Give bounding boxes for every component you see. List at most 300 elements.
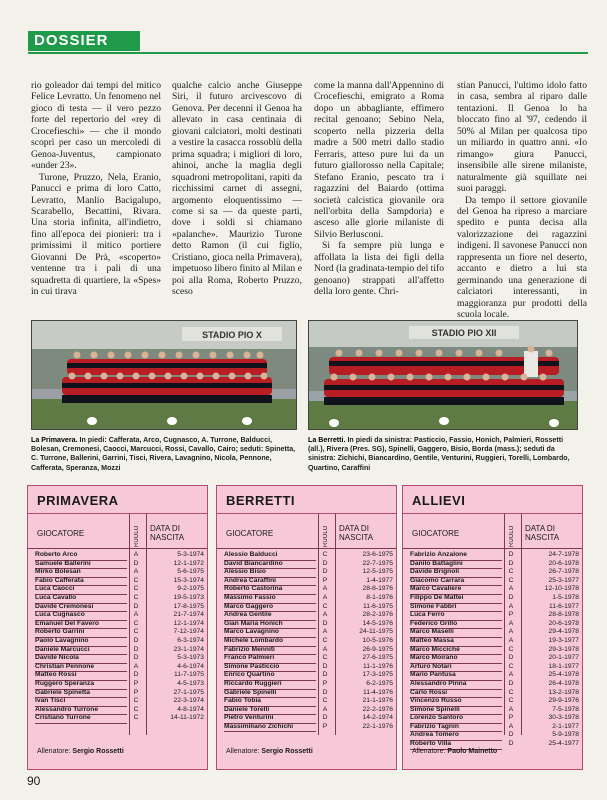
player-name: Davide Brignoli [410, 568, 502, 578]
player-role: C [322, 636, 328, 644]
table-row [403, 706, 582, 715]
player-role: P [133, 679, 139, 687]
table-row [28, 637, 207, 646]
player-role: A [133, 662, 139, 670]
player-role: C [133, 593, 139, 601]
player-name: Gabriele Spinelli [224, 689, 316, 699]
player-role: D [508, 593, 514, 601]
player-role: C [133, 705, 139, 713]
player-name: Gabriele Spinetta [35, 689, 127, 699]
table-row [217, 697, 396, 706]
player-role: D [133, 654, 139, 662]
player-birthdate: 9-2-1975 [177, 585, 204, 593]
player-name: Cristiano Turrone [35, 714, 127, 724]
player-birthdate: 25-4-1978 [548, 671, 579, 679]
table-row [403, 646, 582, 655]
player-birthdate: 21-7-1974 [173, 611, 204, 619]
table-row [28, 594, 207, 603]
player-birthdate: 6-3-1974 [177, 636, 204, 644]
player-role: D [322, 714, 328, 722]
player-role: D [133, 645, 139, 653]
player-name: Simone Spinelli [410, 706, 502, 716]
player-name: David Biancardino [224, 560, 316, 570]
player-birthdate: 17-3-1975 [362, 671, 393, 679]
player-name: Simone Pasticcio [224, 663, 316, 673]
table-row [217, 654, 396, 663]
player-name: Luca Caocci [35, 585, 127, 595]
player-name: Daniele Torelli [224, 706, 316, 716]
header-role: RUOLO [509, 525, 515, 547]
table-rows [217, 551, 396, 731]
player-name: Arturo Notari [410, 663, 502, 673]
header-birth: DATA DI NASCITA [525, 524, 560, 542]
player-role: D [322, 671, 328, 679]
player-name: Christian Pennone [35, 663, 127, 673]
player-role: A [322, 645, 328, 653]
player-role: A [508, 671, 514, 679]
player-birthdate: 26-4-1978 [548, 679, 579, 687]
player-name: Paolo Lavagnino [35, 637, 127, 647]
table-row [217, 585, 396, 594]
table-row [403, 611, 582, 620]
player-birthdate: 11-1-1976 [363, 662, 393, 670]
table-row [217, 689, 396, 698]
section-label: DOSSIER [28, 31, 140, 51]
player-role: C [322, 551, 328, 558]
table-row [28, 654, 207, 663]
player-role: D [322, 619, 328, 627]
player-birthdate: 27-1-1975 [173, 688, 204, 696]
player-name: Franco Palmieri [224, 654, 316, 664]
table-row [403, 551, 582, 560]
player-name: Simone Fabbri [410, 603, 502, 613]
table-row [217, 706, 396, 715]
player-name: Marco Moirano [410, 654, 502, 664]
article-column-4 [457, 80, 587, 321]
table-row [217, 714, 396, 723]
player-name: Fabio Tobia [224, 697, 316, 707]
table-row [28, 611, 207, 620]
player-role: A [133, 611, 139, 619]
table-row [403, 671, 582, 680]
player-birthdate: 22-2-1976 [362, 705, 393, 713]
player-role: C [508, 568, 514, 576]
table-row [403, 663, 582, 672]
player-name: Danilo Battaglini [410, 560, 502, 570]
player-name: Luca Cugnasco [35, 611, 127, 621]
coach-line: Allenatore: Sergio Rossetti [37, 748, 124, 755]
table-header [403, 514, 582, 549]
player-name: Gian Maria Honich [224, 620, 316, 630]
player-birthdate: 18-1-1977 [548, 662, 579, 670]
player-birthdate: 29-3-1978 [548, 645, 579, 653]
player-name: Marco Micciché [410, 646, 502, 656]
player-name: Pietro Venturini [224, 714, 316, 724]
player-role: A [322, 628, 328, 636]
player-birthdate: 1-4-1977 [366, 576, 393, 584]
player-role: P [508, 611, 514, 619]
paragraph: stian Panucci, l'ultimo idolo fatto in casa, sembra al riparo dalle tentazioni. Il Genoa lo ha bloccato fino al '97, cedendo il 50% al Milan per qualcosa tipo un miliardo in quattro anni. «Io rimango» giura Panucci, insensibile alle sirene milaniste, naturalmente già squillate nei suoi paraggi. [457, 80, 587, 195]
player-name: Roberto Garrini [35, 628, 127, 638]
caption-text: In piedi: Cafferata, Arco, Cugnasco, A. Turrone, Balducci, Bolesan, Cremonesi, Caocci, Marcucci, Rossi, Cavallo, Cairo; seduti: Spinetta, C. Turrone, Ballerini, Garrini, Tisci, Rivera, Lavagnino, Nicola, Pennone, Cafferata, Speranza, Mozzi [31, 436, 296, 472]
player-birthdate: 12-10-1978 [544, 585, 579, 593]
player-role: A [508, 705, 514, 713]
header-player: GIOCATORE [226, 529, 274, 538]
player-role: A [322, 585, 328, 593]
player-birthdate: 19-5-1973 [173, 593, 204, 601]
roster-table-berretti [216, 485, 397, 770]
player-role: D [508, 731, 514, 739]
player-role: A [133, 568, 139, 576]
player-role: C [133, 576, 139, 584]
table-row [403, 603, 582, 612]
header-player: GIOCATORE [412, 529, 460, 538]
table-row [217, 646, 396, 655]
player-birthdate: 22-1-1976 [362, 722, 393, 730]
player-birthdate: 15-3-1974 [173, 576, 204, 584]
header-role: RUOLO [134, 525, 140, 547]
player-name: Carlo Rossi [410, 689, 502, 699]
player-name: Riccardo Ruggieri [224, 680, 316, 690]
table-row [217, 560, 396, 569]
table-row [403, 697, 582, 706]
player-role: D [322, 559, 328, 567]
caption-title: La Berretti. [308, 436, 346, 444]
table-row [403, 620, 582, 629]
player-name: Alessandro Turrone [35, 706, 127, 716]
player-birthdate: 23-1-1974 [173, 645, 204, 653]
player-birthdate: 20-6-1978 [548, 619, 579, 627]
player-name: Federico Grillo [410, 620, 502, 630]
player-role: C [133, 714, 139, 722]
team-photo-berretti [308, 320, 578, 430]
player-role: D [508, 740, 514, 748]
roster-table-primavera [27, 485, 208, 770]
table-row [28, 620, 207, 629]
player-role: A [508, 585, 514, 593]
player-name: Mario Pantusa [410, 671, 502, 681]
player-role: C [322, 654, 328, 662]
roster-table-allievi [402, 485, 583, 770]
table-row [217, 663, 396, 672]
table-header [217, 514, 396, 549]
player-role: C [508, 662, 514, 670]
table-row [403, 585, 582, 594]
player-birthdate: 20-1-1977 [548, 654, 579, 662]
table-row [403, 577, 582, 586]
player-role: P [322, 576, 328, 584]
player-birthdate: 24-7-1978 [548, 551, 579, 558]
player-birthdate: 24-11-1975 [359, 628, 393, 636]
table-row [403, 637, 582, 646]
player-role: D [133, 602, 139, 610]
paragraph: Da tempo il settore giovanile del Genoa ha ripreso a marciare spedito e punta decisa alla valorizzazione dei ragazzini indigeni. Il savonese Panucci non rappresenta un fiore nel deserto, accanto e dietro a lui sta germinando una generazione di calciatori interessanti, in maggioranza pur prodotti della scuola locale. [457, 194, 587, 321]
player-birthdate: 25-3-1977 [548, 576, 579, 584]
player-birthdate: 12-1-1972 [173, 559, 204, 567]
table-row [28, 585, 207, 594]
player-role: D [508, 679, 514, 687]
table-row [217, 680, 396, 689]
page-number: 90 [27, 774, 41, 788]
player-name: Andrea Tomero [410, 731, 502, 741]
header-birth: DATA DI NASCITA [339, 524, 374, 542]
player-name: Vincenzo Russo [410, 697, 502, 707]
player-role: D [322, 662, 328, 670]
table-row [217, 594, 396, 603]
player-role: D [322, 568, 328, 576]
table-row [403, 560, 582, 569]
table-row [217, 628, 396, 637]
player-role: C [133, 619, 139, 627]
player-role: A [508, 602, 514, 610]
player-name: Massimo Fassio [224, 594, 316, 604]
player-birthdate: 26-9-1975 [362, 645, 393, 653]
player-birthdate: 11-6-1977 [549, 602, 579, 610]
player-name: Roberto Castorina [224, 585, 316, 595]
player-name: Fabrizio Menniti [224, 646, 316, 656]
article-column-2 [172, 80, 302, 298]
player-role: A [322, 611, 328, 619]
table-row [28, 680, 207, 689]
table-row [28, 577, 207, 586]
player-role: P [322, 679, 328, 687]
coach-line: Allenatore: Sergio Rossetti [226, 748, 313, 755]
player-birthdate: 29-4-1978 [548, 628, 579, 636]
player-name: Luca Ferro [410, 611, 502, 621]
player-name: Luca Cavallo [35, 594, 127, 604]
player-birthdate: 28-2-1976 [362, 611, 393, 619]
table-row [28, 671, 207, 680]
player-name: Davide Nicola [35, 654, 127, 664]
player-name: Giacomo Carrara [410, 577, 502, 587]
player-role: C [508, 688, 514, 696]
player-name: Marco Cavaliere [410, 585, 502, 595]
player-birthdate: 2-1-1977 [552, 722, 579, 730]
player-birthdate: 14-11-1972 [170, 714, 204, 722]
player-name: Ruggero Speranza [35, 680, 127, 690]
player-name: Andrea Caraffini [224, 577, 316, 587]
player-birthdate: 4-8-1974 [177, 705, 204, 713]
player-birthdate: 22-7-1975 [362, 559, 393, 567]
article-column-1 [31, 80, 161, 298]
player-birthdate: 29-9-1976 [548, 697, 579, 705]
player-birthdate: 12-5-1975 [362, 568, 393, 576]
player-role: D [133, 671, 139, 679]
player-name: Marco Gaggero [224, 603, 316, 613]
photo-caption-primavera [31, 436, 299, 473]
table-row [217, 611, 396, 620]
player-birthdate: 26-7-1978 [548, 568, 579, 576]
player-birthdate: 27-6-1975 [362, 654, 393, 662]
player-birthdate: 25-4-1977 [548, 740, 579, 748]
player-name: Fabrizio Tagnin [410, 723, 502, 733]
player-role: D [133, 636, 139, 644]
player-role: C [322, 697, 328, 705]
team-photo-primavera [31, 320, 297, 430]
player-birthdate: 4-6-1974 [177, 662, 204, 670]
player-birthdate: 11-4-1976 [363, 688, 393, 696]
player-birthdate: 21-1-1976 [362, 697, 393, 705]
caption-title: La Primavera. [31, 436, 78, 444]
player-name: Lorenzo Santoro [410, 714, 502, 724]
table-row [217, 637, 396, 646]
stadium-sign: STADIO PIO X [202, 330, 262, 340]
player-name: Andrea Gentile [224, 611, 316, 621]
table-row [217, 577, 396, 586]
player-name: Filippo De Mattei [410, 594, 502, 604]
player-role: P [508, 714, 514, 722]
player-birthdate: 14-5-1976 [362, 619, 393, 627]
player-birthdate: 13-2-1978 [548, 688, 579, 696]
table-row [403, 731, 582, 740]
player-role: C [508, 645, 514, 653]
player-birthdate: 30-3-1978 [548, 714, 579, 722]
table-row [403, 689, 582, 698]
player-birthdate: 14-2-1974 [362, 714, 393, 722]
player-name: Roberto Arco [35, 551, 127, 561]
table-row [28, 714, 207, 723]
player-name: Alessio Bisio [224, 568, 316, 578]
table-rows [403, 551, 582, 749]
player-role: A [508, 628, 514, 636]
player-birthdate: 19-3-1977 [548, 636, 579, 644]
player-name: Massimiliano Zichichi [224, 723, 316, 733]
player-birthdate: 12-1-1974 [173, 619, 204, 627]
player-role: A [322, 593, 328, 601]
player-name: Mirko Bolesan [35, 568, 127, 578]
table-row [217, 671, 396, 680]
section-rule [28, 52, 588, 54]
player-role: D [508, 551, 514, 558]
player-birthdate: 11-6-1975 [363, 602, 393, 610]
player-birthdate: 22-3-1974 [173, 697, 204, 705]
header-birth: DATA DI NASCITA [150, 524, 185, 542]
player-role: C [508, 697, 514, 705]
player-birthdate: 5-3-1974 [177, 551, 204, 558]
header-role: RUOLO [323, 525, 329, 547]
header-player: GIOCATORE [37, 529, 85, 538]
player-name: Roberto Villa [410, 740, 502, 750]
paragraph: Si fa sempre più lunga e affollata la lista dei figli della Nord (la gradinata-tempio del tifo genoano) strappati all'affetto della loro gente. Chri- [314, 240, 445, 298]
player-role: D [508, 654, 514, 662]
player-birthdate: 7-12-1974 [173, 628, 204, 636]
player-name: Samuele Ballerini [35, 560, 127, 570]
player-name: Matteo Massa [410, 637, 502, 647]
table-rows [28, 551, 207, 723]
caption-text: In piedi da sinistra: Pasticcio, Fassio, Honich, Palmieri, Rossetti (all.), Rivera (Pres. SG), Spinelli, Gaggero, Bisio, Borda (mass.); seduti da sinistra: Zichichi, Biancardino, Gentile, Venturini, Ruggieri, Torelli, Lombardo, Quartino, Caraffini [308, 436, 570, 472]
coach-line: Allenatore: Paolo Mainetto [412, 748, 498, 755]
table-row [28, 551, 207, 560]
player-birthdate: 28-8-1976 [362, 585, 393, 593]
table-row [403, 723, 582, 732]
paragraph: qualche calcio anche Giuseppe Siri, il futuro arcivescovo di Genova. Per decenni il Genoa ha allevato in casa centinaia di giovani calciatori, molti destinati a vestire la casacca rossoblù della prima squadra; i migliori di loro, ahinoi, anche la maglia degli squadroni metropolitani, rapiti da ricchissimi carnet di assegni, argomento eloquentissimo — come si sa — da queste parti, dove i soldi si chiamano «palanche». Maurizio Turone detto Ramon (il cui figlio, Cristiano, gioca nella Primavera), impetuoso libero finito al Milan e poi alla Roma, Roberto Pruzzo, sceso [172, 80, 302, 298]
article-column-3 [314, 80, 444, 298]
player-role: C [133, 585, 139, 593]
player-birthdate: 4-5-1973 [177, 679, 204, 687]
paragraph: Turone, Pruzzo, Nela, Eranio, Panucci e prima di loro Catto, Levratto, Manlio Bacigalupo, Scarabello, Becattini, Rivara. Una storia infinita, all'indietro, fino all'epoca dei pionieri: tra i primissimi il mitico portiere Giovanni De Prà, «scoperto» ventenne tra i pali di una squadretta di quartiere, la «Spes» in cui tirava [31, 171, 161, 298]
player-name: Daniele Marcucci [35, 646, 127, 656]
player-name: Enrico Quartino [224, 671, 316, 681]
player-name: Alessio Balducci [224, 551, 316, 561]
player-role: C [508, 576, 514, 584]
table-title: PRIMAVERA [28, 486, 207, 514]
player-name: Ivan Tisci [35, 697, 127, 707]
player-name: Michele Lombardo [224, 637, 316, 647]
player-birthdate: 11-7-1975 [174, 671, 204, 679]
player-role: P [133, 688, 139, 696]
table-row [217, 551, 396, 560]
player-birthdate: 7-5-1978 [552, 705, 579, 713]
player-role: C [133, 697, 139, 705]
player-birthdate: 28-8-1978 [548, 611, 579, 619]
player-role: P [322, 722, 328, 730]
player-name: Fabrizio Anzalone [410, 551, 502, 561]
table-header [28, 514, 207, 549]
photo-caption-berretti [308, 436, 580, 473]
player-role: D [322, 688, 328, 696]
player-name: Marco Lavagnino [224, 628, 316, 638]
player-role: A [508, 636, 514, 644]
player-birthdate: 23-6-1975 [362, 551, 393, 558]
table-row [28, 568, 207, 577]
table-title: BERRETTI [217, 486, 396, 514]
player-name: Fabio Cafferata [35, 577, 127, 587]
table-row [28, 697, 207, 706]
player-birthdate: 20-6-1978 [548, 559, 579, 567]
table-row [217, 603, 396, 612]
table-row [403, 568, 582, 577]
player-name: Davide Cremonesi [35, 603, 127, 613]
player-birthdate: 5-9-1978 [552, 731, 579, 739]
table-row [403, 680, 582, 689]
stadium-sign: STADIO PIO XII [431, 328, 497, 338]
player-birthdate: 8-1-1976 [366, 593, 393, 601]
player-name: Emanuel Del Favero [35, 620, 127, 630]
player-role: C [322, 602, 328, 610]
player-role: C [133, 628, 139, 636]
paragraph: come la manna dall'Appennino di Crocefieschi, emigrato a Roma dopo un abbagliante, effimero recital genoano; Sebino Nela, scoperto nella pizzeria della madre a 500 metri dallo stadio Ferraris, atteso pure lui da un futuro giallorosso nella Capitale; Stefano Eranio, pescato tra i ragazzini del Baiardo (ottima società calcistica giovanile ora nell'orbita della Sampdoria) e asceso alle glorie milaniste di Silvio Berlusconi. [314, 80, 444, 240]
paragraph: rio goleador dai tempi del mitico Felice Levratto. Un fenomeno nel gioco di testa — il vero pezzo forte del repertorio del «rey di Crocefieschi» — che il mondo scoprì per caso un mercoledì di Genoa-Juventus, campionato «under 23». [31, 80, 161, 172]
player-birthdate: 6-2-1975 [366, 679, 393, 687]
player-role: D [508, 559, 514, 567]
player-birthdate: 5-3-1973 [177, 654, 204, 662]
table-row [403, 628, 582, 637]
player-role: A [508, 619, 514, 627]
player-role: D [133, 559, 139, 567]
player-role: A [133, 551, 139, 558]
table-row [217, 620, 396, 629]
table-row [28, 560, 207, 569]
player-name: Marco Maselli [410, 628, 502, 638]
player-role: A [322, 705, 328, 713]
player-name: Alessandro Pinna [410, 680, 502, 690]
player-birthdate: 5-6-1975 [177, 568, 204, 576]
player-birthdate: 1-5-1978 [552, 593, 579, 601]
table-row [217, 568, 396, 577]
table-row [28, 646, 207, 655]
table-row [28, 689, 207, 698]
article-body [31, 80, 587, 321]
table-row [217, 723, 396, 732]
table-row [28, 706, 207, 715]
player-name: Matteo Rossi [35, 671, 127, 681]
table-row [28, 663, 207, 672]
player-role: A [508, 722, 514, 730]
table-row [403, 714, 582, 723]
table-row [28, 628, 207, 637]
player-birthdate: 10-5-1976 [362, 636, 393, 644]
table-row [403, 654, 582, 663]
